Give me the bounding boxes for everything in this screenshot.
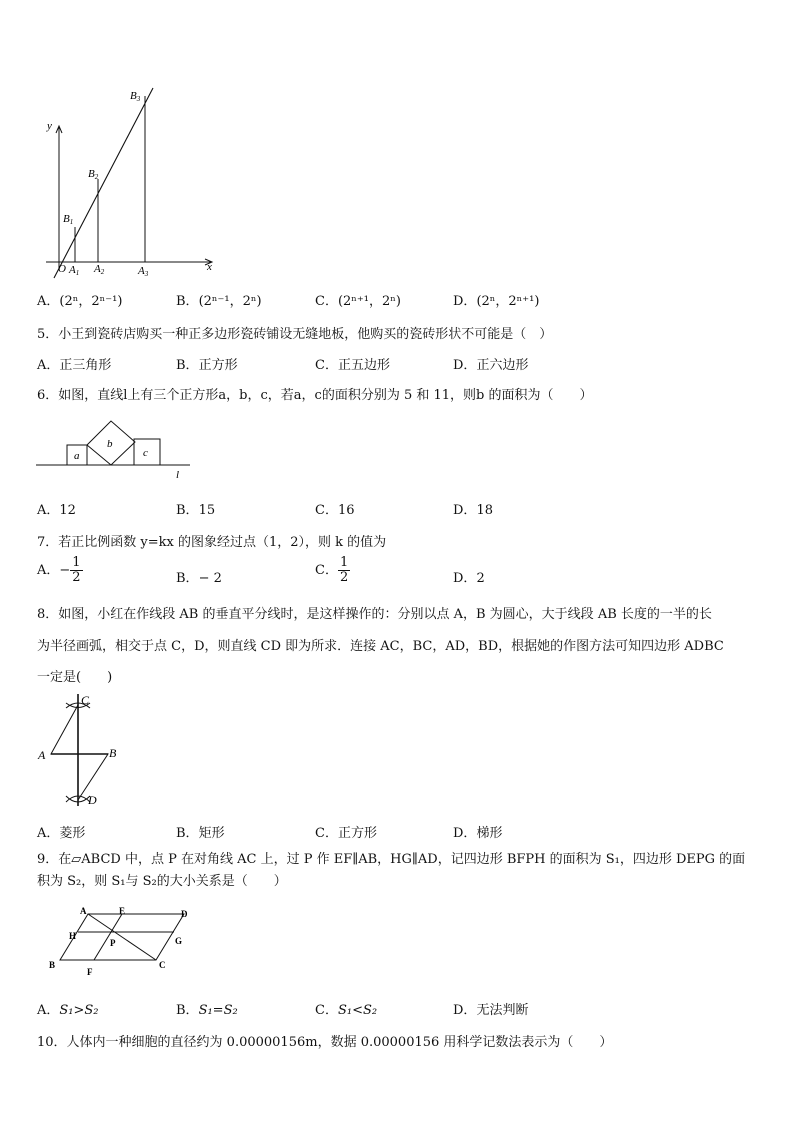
q8-option-c: C．正方形: [315, 826, 377, 841]
q4-label-o: O: [58, 263, 66, 275]
q8-option-b: B．矩形: [176, 826, 225, 841]
q9-label-f: F: [87, 967, 93, 977]
q4-option-b: B．(2ⁿ⁻¹，2ⁿ): [176, 294, 262, 309]
q5-option-b: B．正方形: [176, 358, 238, 373]
q4-label-a2: A2: [94, 263, 105, 276]
q9-label-a: A: [80, 906, 87, 916]
q7-option-d: D．2: [453, 571, 485, 586]
q6-label-a: a: [74, 450, 80, 462]
q6-option-b: B．15: [176, 503, 216, 518]
q6-label-c: c: [143, 447, 148, 459]
q6-figure: [36, 416, 196, 482]
q6-option-a: A．12: [37, 503, 76, 518]
q4-option-a: A．(2ⁿ，2ⁿ⁻¹): [37, 294, 123, 309]
q9-option-a: A．S₁>S₂: [37, 1003, 99, 1018]
q4-figure: [36, 84, 226, 280]
q9-stem-line2: 积为 S₂，则 S₁与 S₂的大小关系是（ ）: [37, 874, 287, 889]
q9-label-b: B: [49, 960, 56, 970]
q4-label-a1: A1: [69, 264, 80, 277]
q4-label-a3: A3: [138, 265, 149, 278]
q5-option-d: D．正六边形: [453, 358, 529, 373]
q9-option-b: B．S₁=S₂: [176, 1003, 238, 1018]
q7-option-c: C． $\frac{1}{2}$: [315, 555, 349, 585]
q8-rhombus: [51, 705, 108, 800]
q9-label-g: G: [175, 936, 183, 946]
q7-option-a: A．− $\frac{1}{2}$: [37, 555, 81, 585]
q4-label-y: y: [47, 120, 52, 132]
q9-label-p: P: [110, 938, 116, 948]
q6-option-d: D．18: [453, 503, 493, 518]
q9-label-e: E: [119, 906, 126, 916]
q8-stem-line2: 为半径画弧，相交于点 C，D，则直线 CD 即为所求．连接 AC，BC，AD，BD，根据她的作图方法可知四边形 ADBC: [37, 639, 724, 654]
q6-stem: 6．如图，直线l上有三个正方形a，b，c，若a，c的面积分别为 5 和 11，则b 的面积为（ ）: [37, 388, 593, 403]
q4-option-d: D．(2ⁿ，2ⁿ⁺¹): [453, 294, 540, 309]
q8-stem-line3: 一定是( ): [37, 670, 113, 685]
q6-label-l: l: [176, 469, 180, 481]
q9-stem-line1: 9．在▱ABCD 中，点 P 在对角线 AC 上，过 P 作 EF∥AB，HG∥AD，记四边形 BFPH 的面积为 S₁，四边形 DEPG 的面: [37, 852, 746, 867]
q9-label-c: C: [159, 960, 166, 970]
q4-label-x: x: [207, 261, 212, 273]
q9-label-d: D: [181, 909, 188, 919]
q10-stem: 10．人体内一种细胞的直径约为 0.00000156m，数据 0.00000156 用科学记数法表示为（ ）: [37, 1035, 613, 1050]
q7-stem: 7．若正比例函数 y=kx 的图象经过点（1，2），则 k 的值为: [37, 535, 387, 550]
q5-option-a: A．正三角形: [37, 358, 112, 373]
q9-label-h: H: [69, 931, 77, 941]
q8-label-b: B: [109, 746, 117, 760]
q7-option-a-fraction: $\frac{1}{2}$: [72, 555, 81, 585]
q8-stem-line1: 8．如图，小红在作线段 AB 的垂直平分线时，是这样操作的：分别以点 A，B 为圆心，大于线段 AB 长度的一半的长: [37, 607, 712, 622]
q5-option-c: C．正五边形: [315, 358, 390, 373]
q7-option-b: B．− 2: [176, 571, 222, 586]
q8-option-d: D．梯形: [453, 826, 503, 841]
q9-option-d: D．无法判断: [453, 1003, 529, 1018]
q7-option-c-fraction: $\frac{1}{2}$: [339, 555, 349, 585]
q8-option-a: A．菱形: [37, 826, 86, 841]
q4-label-b1: B1: [63, 213, 74, 226]
q4-label-b3: B3: [130, 90, 141, 103]
q6-option-c: C．16: [315, 503, 355, 518]
q9-option-c: C．S₁<S₂: [315, 1003, 378, 1018]
q8-label-a: A: [38, 748, 46, 762]
q5-stem: 5．小王到瓷砖店购买一种正多边形瓷砖铺设无缝地板，他购买的瓷砖形状不可能是（ ）: [37, 327, 553, 342]
q4-line: [54, 88, 153, 278]
q4-label-b2: B2: [88, 168, 99, 181]
q8-figure: [36, 690, 126, 810]
q8-label-c: C: [81, 693, 90, 707]
q6-label-b: b: [107, 438, 113, 450]
q8-label-d: D: [88, 793, 97, 807]
q4-option-c: C．(2ⁿ⁺¹，2ⁿ): [315, 294, 401, 309]
q9-figure: [40, 902, 200, 982]
